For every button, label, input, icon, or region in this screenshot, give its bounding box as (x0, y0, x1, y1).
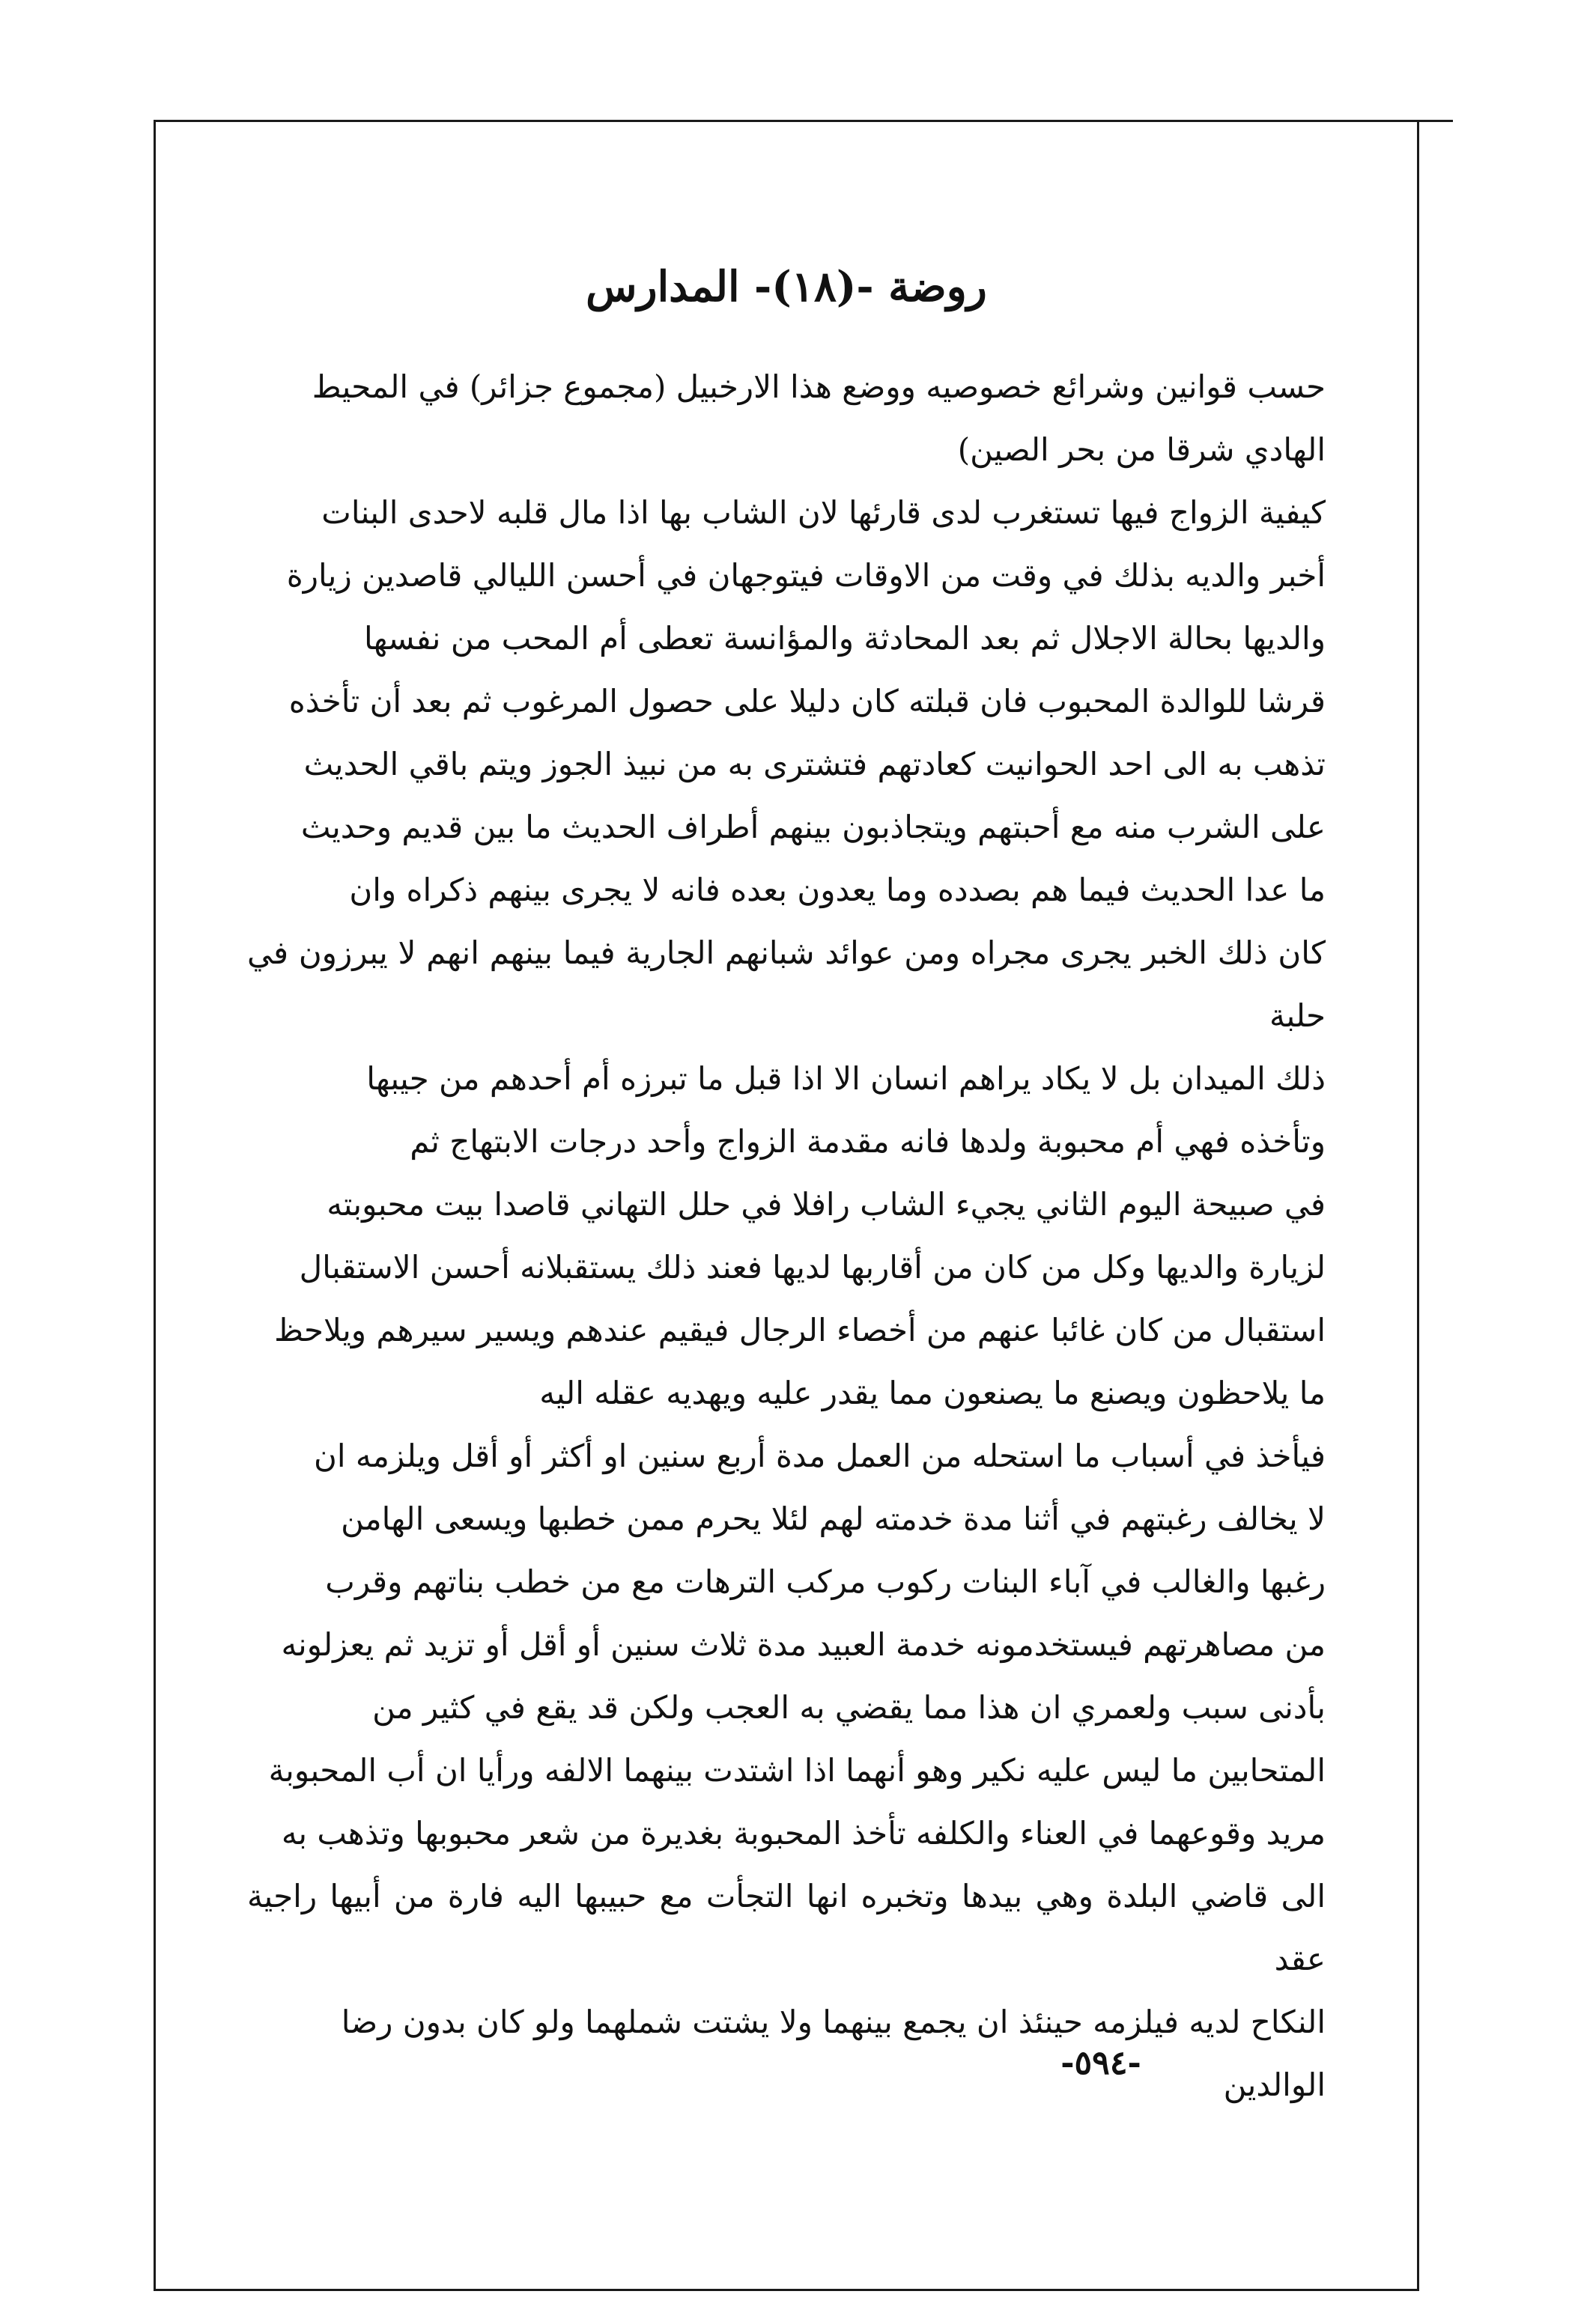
paragraph-marriage-custom: كيفية الزواج فيها تستغرب لدى قارئها لان الشاب بها اذا مال قلبه لاحدى البنات أخبر والديه بذلك في وقت من الاوقات فيتوجهان في أحسن الليالي قاصدين زيارة والديها بحالة الاجلال ثم بعد المحادثة والمؤانسة تعطى أم المحب من نفسها قرشا للوالدة المحبوب فان قبلته كان دليلا على حصول المرغوب ثم بعد أن تأخذه تذهب به الى احد الحوانيت كعادتهم فتشترى به من نبيذ الجوز ويتم باقي الحديث على الشرب منه مع أحبتهم ويتجاذبون بينهم أطراف الحديث ما بين قديم وحديث ما عدا الحديث فيما هم بصدده وما يعدون بعده فانه لا يجرى بينهم ذكراه وان كان ذلك الخبر يجرى مجراه ومن عوائد شبانهم الجارية فيما بينهم انهم لا يبرزون في حلبة ذلك الميدان بل لا يكاد يراهم انسان الا اذا قبل ما تبرزه أم أحدهم من جيبها وتأخذه فهي أم محبوبة ولدها فانه مقدمة الزواج وأحد درجات الابتهاج ثم في صبيحة اليوم الثاني يجيء الشاب رافلا في حلل التهاني قاصدا بيت محبوبته لزيارة والديها وكل من كان من أقاربها لديها فعند ذلك يستقبلانه أحسن الاستقبال استقبال من كان غائبا عنهم من أخصاء الرجال فيقيم عندهم ويسير سيرهم ويلاحظ ما يلاحظون ويصنع ما يصنعون مما يقدر عليه ويهديه عقله اليه (247, 494, 1326, 1411)
page-top-rule (154, 120, 1453, 122)
page-body (247, 356, 1326, 2117)
paragraph-service-elopement: فيأخذ في أسباب ما استحله من العمل مدة أربع سنين او أكثر أو أقل ويلزمه ان لا يخالف رغبتهم في أثنا مدة خدمته لهم لئلا يحرم ممن خطبها ويسعى الهامن رغبها والغالب في آباء البنات ركوب مركب الترهات مع من خطب بناتهم وقرب من مصاهرتهم فيستخدمونه خدمة العبيد مدة ثلاث سنين أو أقل أو تزيد ثم يعزلونه بأدنى سبب ولعمري ان هذا مما يقضي به العجب ولكن قد يقع في كثير من المتحابين ما ليس عليه نكير وهو أنهما اذا اشتدت بينهما الالفه ورأيا ان أب المحبوبة مريد وقوعهما في العناء والكلفه تأخذ المحبوبة بغديرة من شعر محبوبها وتذهب به الى قاضي البلدة وهي بيدها وتخبره انها التجأت مع حبيبها اليه فارة من أبيها راجية عقد النكاح لديه فيلزمه حينئذ ان يجمع بينهما ولا يشتت شملهما ولو كان بدون رضا الوالدين (247, 1438, 1326, 2103)
paragraph-intro: حسب قوانين وشرائع خصوصيه ووضع هذا الارخبيل (مجموع جزائر) في المحيط الهادي شرقا من بحر الصين) (312, 368, 1326, 468)
page-title: روضة -(١٨)- المدارس (586, 262, 987, 311)
page-number: -٥٩٤- (1060, 2044, 1141, 2082)
